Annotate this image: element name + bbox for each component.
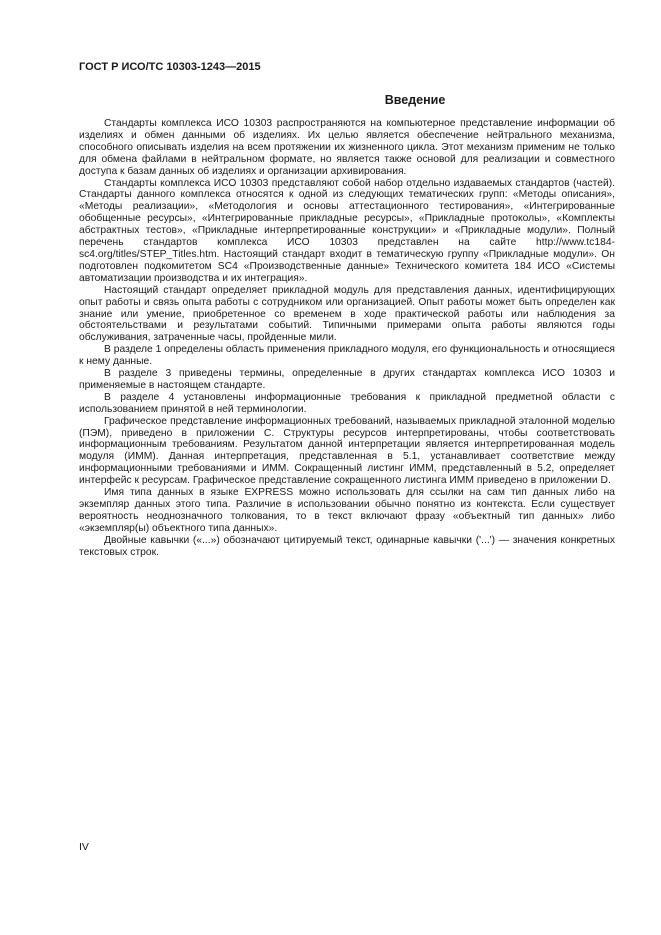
page-number: IV [79, 841, 89, 853]
body-text [79, 118, 615, 559]
paragraph: Стандарты комплекса ИСО 10303 распространяются на компьютерное представление информации об изделиях и обмен данными об изделиях. Их целью является обеспечение нейтрального механизма, способного описывать изделия на всем протяжении их жизненного цикла. Этот механизм применим не только для обмена файлами в нейтральном формате, но является также основой для реализации и совместного доступа к базам данных об изделиях и организации архивирования. [79, 118, 615, 177]
paragraph: Имя типа данных в языке EXPRESS можно использовать для ссылки на сам тип данных либо на экземпляр данных этого типа. Различие в использовании обычно понятно из контекста. Если существует вероятность неоднозначного толкования, то в текст включают фразу «объектный тип данных» либо «экземпляр(ы) объектного типа данных». [79, 487, 615, 534]
paragraph: Настоящий стандарт определяет прикладной модуль для представления данных, идентифицирующих опыт работы и связь опыта работы с сотрудником или организацией. Опыт работы может быть определен как знание или умение, приобретенное со временем в ходе практической работы или наблюдения за обстоятельствами и результатами событий. Типичными примерами опыта работы являются годы обслуживания, затраченные часы, пройденные мили. [79, 284, 615, 344]
paragraph: Стандарты комплекса ИСО 10303 представляют собой набор отдельно издаваемых стандартов (частей). Стандарты данного комплекса относятся к одной из следующих тематических групп: «Методы описания», «Методы реализации», «Методология и основы аттестационного тестирования», «Интегрированные обобщенные ресурсы», «Интегрированные прикладные ресурсы», «Прикладные протоколы», «Комплекты абстрактных тестов», «Прикладные интерпретированные конструкции» и «Прикладные модули». Полный перечень стандартов комплекса ИСО 10303 представлен на сайте http://www.tc184-sc4.org/titles/STEP_Titles.htm. Настоящий стандарт входит в тематическую группу «Прикладные модули». Он подготовлен подкомитетом SC4 «Производственные данные» Технического комитета 184 ИСО «Системы автоматизации производства и их интеграция». [79, 177, 615, 284]
paragraph: В разделе 1 определены область применения прикладного модуля, его функциональность и относящиеся к нему данные. [79, 344, 615, 368]
paragraph: Двойные кавычки («...») обозначают цитируемый текст, одинарные кавычки ('...') — значения конкретных текстовых строк. [79, 534, 615, 558]
paragraph: В разделе 3 приведены термины, определенные в других стандартах комплекса ИСО 10303 и применяемые в настоящем стандарте. [79, 368, 615, 391]
paragraph: В разделе 4 установлены информационные требования к прикладной предметной области с использованием принятой в ней терминологии. [79, 391, 615, 415]
section-title: Введение [384, 93, 446, 107]
document-header: ГОСТ Р ИСО/ТС 10303-1243—2015 [79, 61, 261, 73]
paragraph: Графическое представление информационных требований, называемых прикладной эталонной моделью (ПЭМ), приведено в приложении С. Структуры ресурсов интерпретированы, чтобы соответствовать информационным требованиям. Результатом данной интерпретации является интерпретированная модель модуля (ИММ). Данная интерпретация, представленная в 5.1, устанавливает соответствие между информационными требованиями и ИММ. Сокращенный листинг ИММ, представленный в 5.2, определяет интерфейс к ресурсам. Графическое представление сокращенного листинга ИММ приведено в приложении D. [79, 415, 615, 487]
